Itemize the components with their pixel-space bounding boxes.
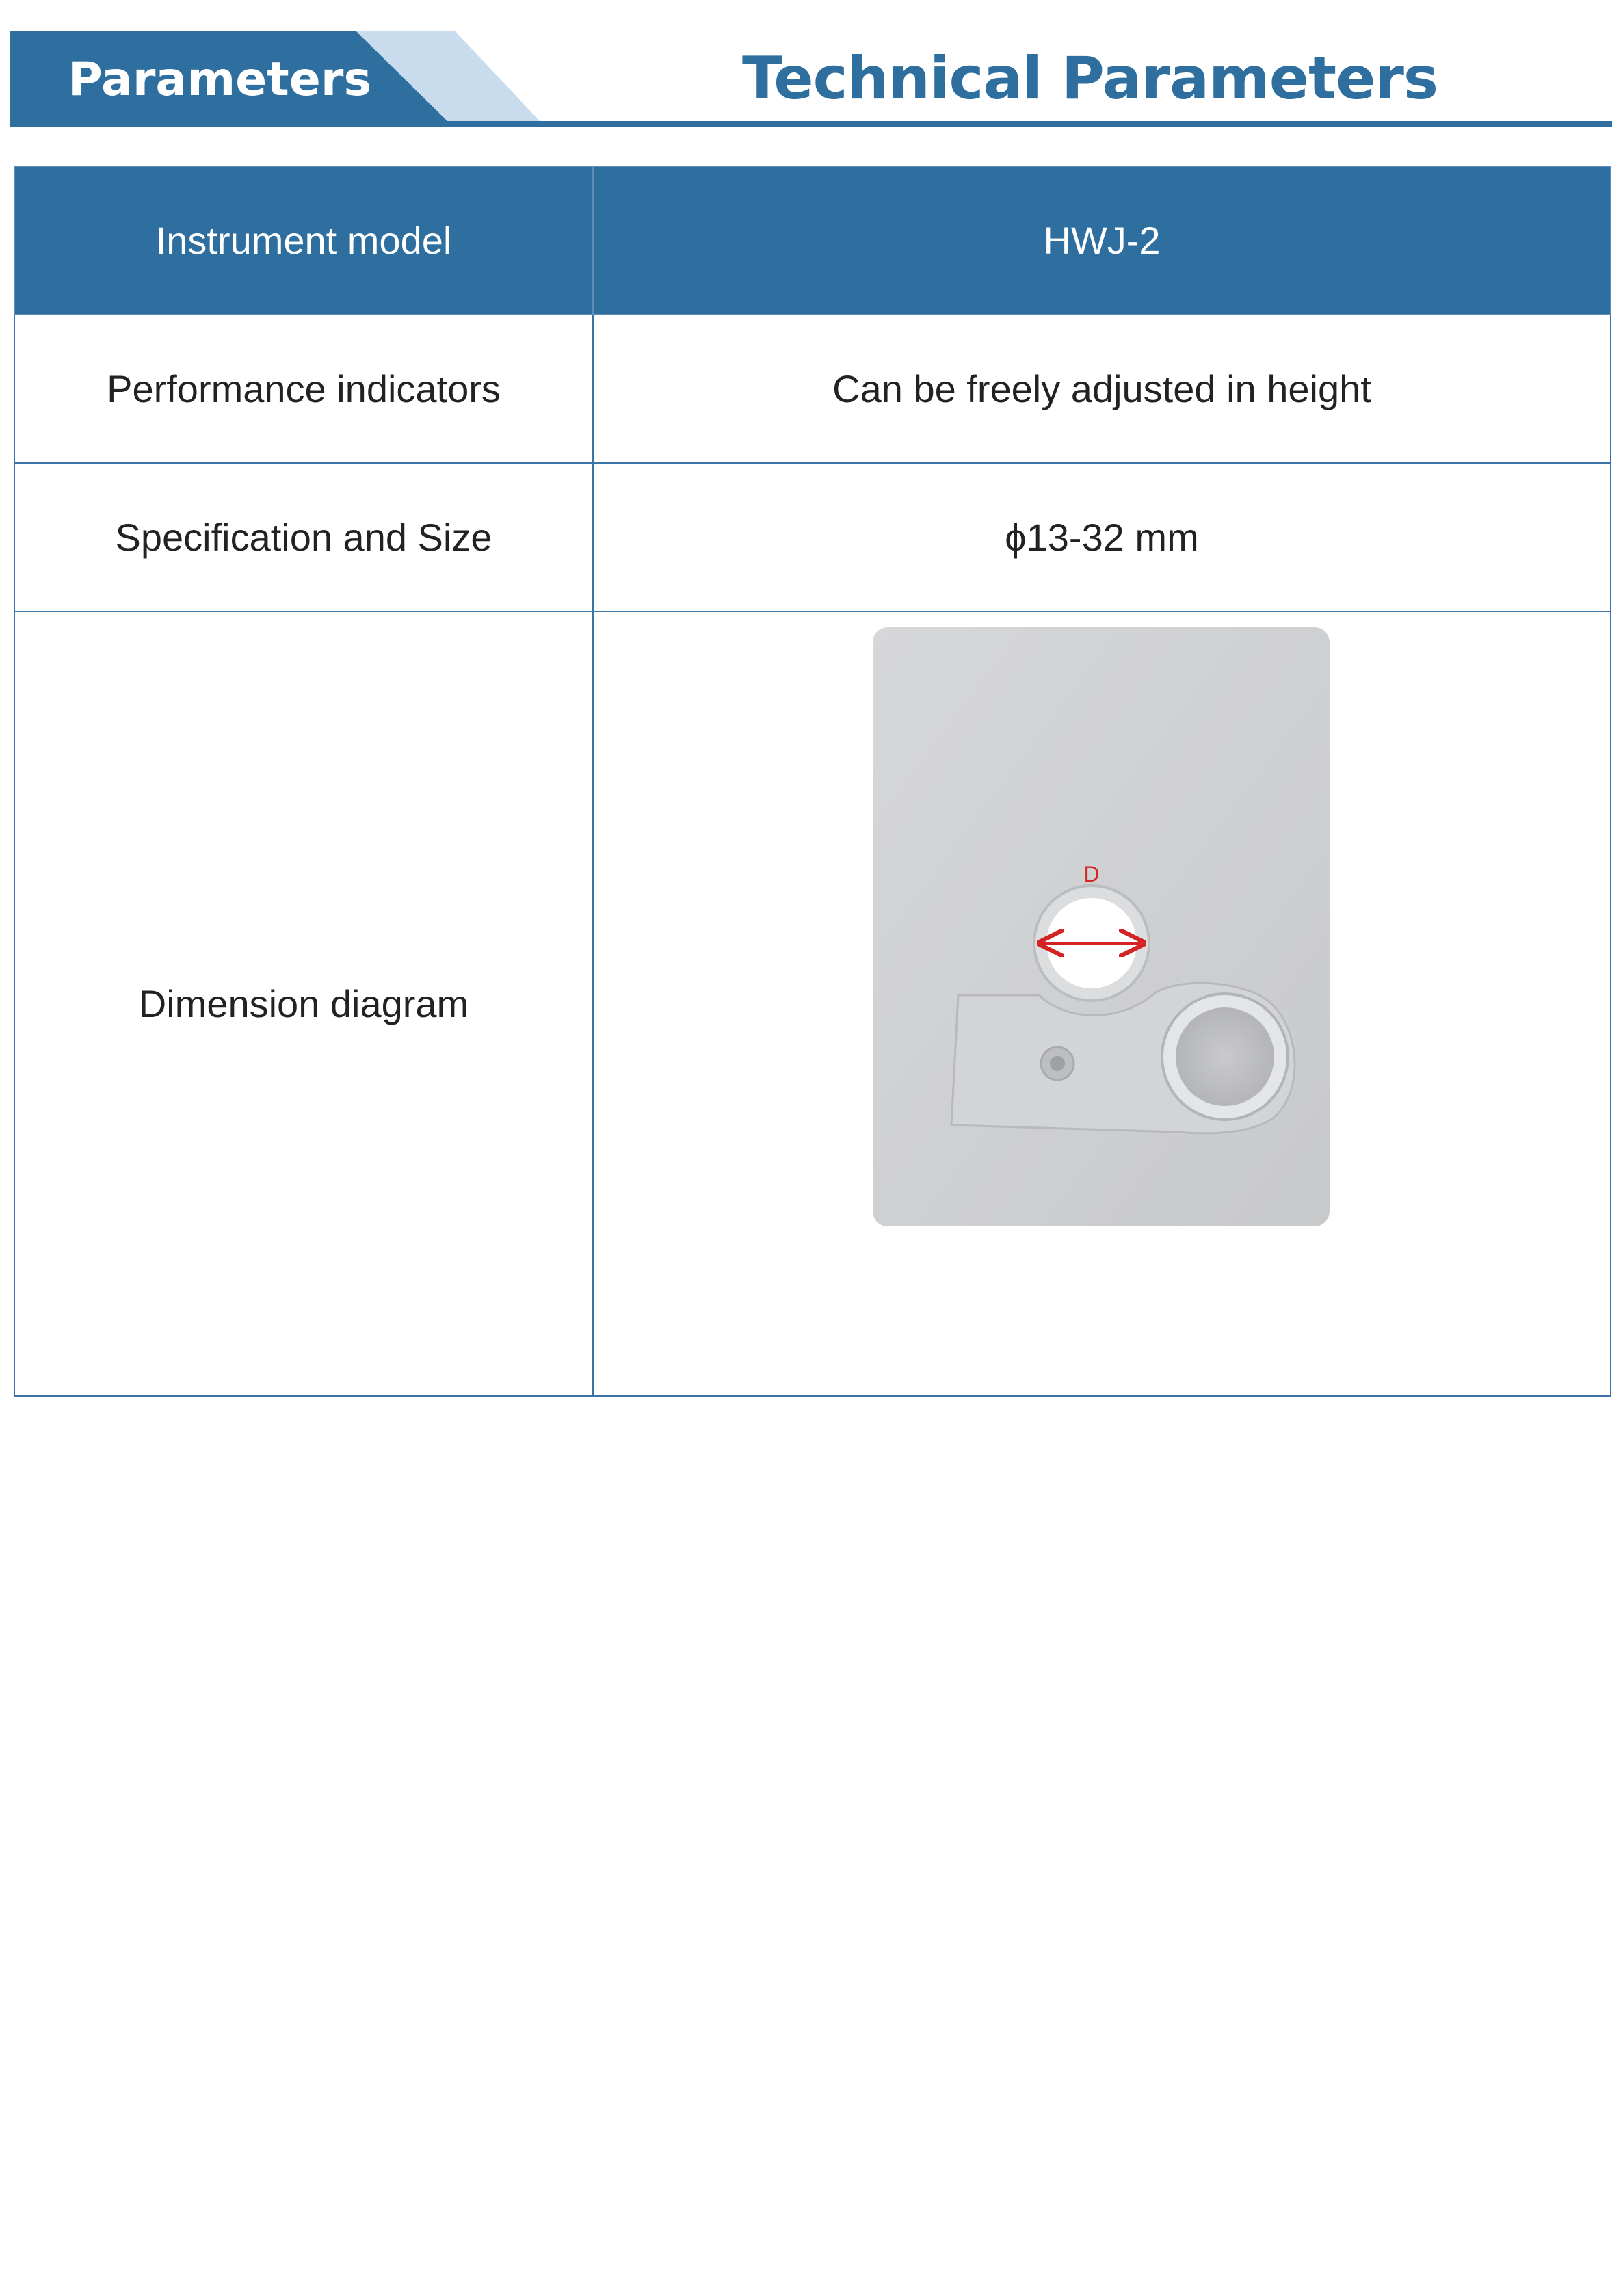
- row-label: Instrument model: [14, 166, 593, 315]
- parameters-table: [14, 166, 1611, 1397]
- row-value: ϕ13-32 mm: [593, 463, 1611, 611]
- row-label: Dimension diagram: [14, 611, 593, 1396]
- row-label: Performance indicators: [14, 315, 593, 463]
- page-header: [0, 0, 1623, 137]
- row-label: Specification and Size: [14, 463, 593, 611]
- dimension-label: D: [1083, 862, 1100, 886]
- instrument-plate-illustration: [862, 612, 1341, 1228]
- table-row: [14, 611, 1611, 1396]
- page-title: Technical Parameters: [742, 44, 1438, 113]
- screw-hole-center: [1050, 1056, 1065, 1071]
- table-row: [14, 315, 1611, 463]
- table-row: [14, 463, 1611, 611]
- row-value: Can be freely adjusted in height: [593, 315, 1611, 463]
- section-tab-label: Parameters: [68, 53, 371, 107]
- header-divider: [10, 121, 1612, 127]
- row-value: HWJ-2: [593, 166, 1611, 315]
- diagram-cell: [593, 611, 1611, 1396]
- sample-disc: [1176, 1007, 1274, 1106]
- dimension-diagram: [594, 612, 1610, 1395]
- table-row: [14, 166, 1611, 315]
